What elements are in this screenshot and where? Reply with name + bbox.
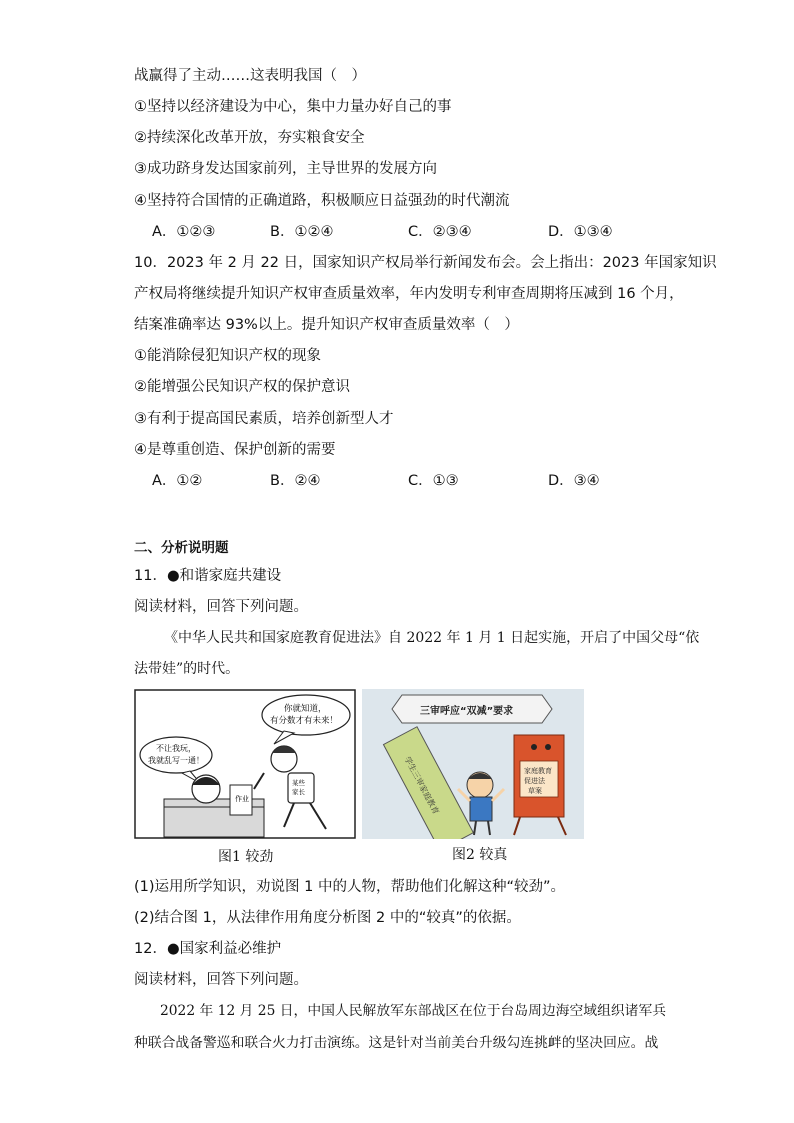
figure-1-caption: 图1 较劲 [218,849,274,865]
q11-instruction: 阅读材料，回答下列问题。 [134,599,308,615]
q9-option-b[interactable]: B．①②④ [270,224,334,240]
q9-option-a[interactable]: A．①②③ [152,224,216,240]
q9-option-c[interactable]: C．②③④ [408,224,472,240]
q11-material-line-1: 《中华人民共和国家庭教育促进法》自 2022 年 1 月 1 日起实施，开启了中国父母“依 [164,630,700,646]
parent-bubble-text-2: 有分数才有未来！ [270,716,339,726]
q10-statement-4: ④是尊重创造、保护创新的需要 [134,442,336,458]
q10-statement-1: ①能消除侵犯知识产权的现象 [134,348,321,364]
figure-2-cartoon [362,689,584,839]
q12-material-line-1: 2022 年 12 月 25 日，中国人民解放军东部战区在位于台岛周边海空域组织诸军兵 [160,1003,667,1019]
q10-statement-2: ②能增强公民知识产权的保护意识 [134,379,350,395]
q9-statement-2: ②持续深化改革开放，夯实粮食安全 [134,130,365,146]
child-bubble-text-2: 我就乱写一通！ [148,756,204,765]
child-bubble-text-1: 不让我玩， [156,744,196,753]
q12-material-line-2: 种联合战备警巡和联合火力打击演练。这是针对当前美台升级勾连挑衅的坚决回应。战 [134,1035,659,1051]
q10-option-a[interactable]: A．①② [152,473,203,489]
q10-stem-line-1: 10．2023 年 2 月 22 日，国家知识产权局举行新闻发布会。会上指出：2023 年国家知识 [134,255,717,271]
figure-1-cartoon [134,689,356,839]
child-body-fig2 [470,797,492,821]
q12-heading: 12．●国家利益必维护 [134,941,282,957]
q9-continuation: 战赢得了主动……这表明我国（ ） [134,68,366,84]
q9-statement-4: ④坚持符合国情的正确道路，积极顺应日益强劲的时代潮流 [134,193,510,209]
q10-statement-3: ③有利于提高国民素质，培养创新型人才 [134,411,394,427]
child-speech-bubble [140,737,212,773]
q9-option-d[interactable]: D．①③④ [548,224,613,240]
parent-speech-bubble [262,695,350,735]
homework-label: 作业 [235,795,249,803]
left-book-label: 学生三审家庭教育 [402,755,441,816]
q9-statement-1: ①坚持以经济建设为中心，集中力量办好自己的事 [134,99,452,115]
q11-question-2: (2)结合图 1，从法律作用角度分析图 2 中的“较真”的依据。 [134,910,521,926]
q10-option-c[interactable]: C．①③ [408,473,459,489]
q10-stem-line-2: 产权局将继续提升知识产权审查质量效率，年内发明专利审查周期将压减到 16 个月， [134,286,684,302]
banner-text: 三审呼应“双减”要求 [420,706,514,717]
right-book-label-2: 促进法 [524,777,545,785]
section-title: 二、分析说明题 [134,540,229,556]
q11-material-line-2: 法带娃”的时代。 [134,661,240,677]
q10-option-b[interactable]: B．②④ [270,473,321,489]
right-book-label-3: 草案 [528,787,542,795]
parent-tag-2: 家长 [292,788,305,796]
q10-option-d[interactable]: D．③④ [548,473,600,489]
figure-2-caption: 图2 较真 [452,847,508,863]
q9-statement-3: ③成功跻身发达国家前列，主导世界的发展方向 [134,161,437,177]
q12-instruction: 阅读材料，回答下列问题。 [134,972,308,988]
q11-question-1: (1)运用所学知识，劝说图 1 中的人物，帮助他们化解这种“较劲”。 [134,879,566,895]
q11-heading: 11．●和谐家庭共建设 [134,568,282,584]
q10-stem-line-3: 结案准确率达 93%以上。提升知识产权审查质量效率（ ） [134,317,519,333]
parent-bubble-text-1: 你就知道， [284,704,327,714]
parent-tag-1: 某些 [292,779,305,787]
right-book-label-1: 家庭教育 [524,767,552,775]
